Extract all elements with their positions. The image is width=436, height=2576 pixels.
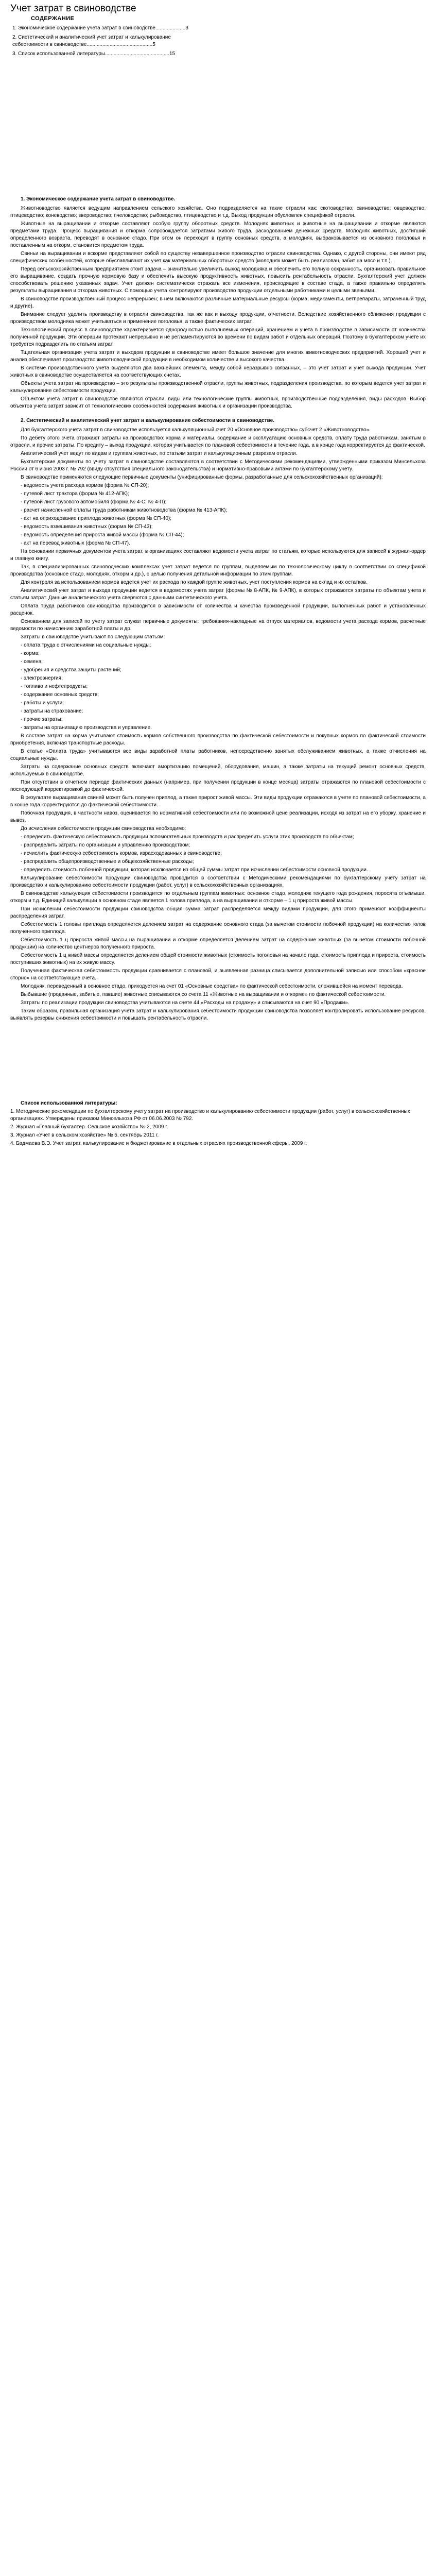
- list-item: - ведомость определения прироста живой массы (форма № СП-44);: [21, 532, 184, 538]
- paragraph: - определить фактическую себестоимость продукции вспомогательных производств и распределить услуги этих производств по объектам;: [21, 834, 354, 840]
- paragraph: При отсутствии в отчетном периоде фактических данных (например, при получении продукции в конце месяца) затраты отражаются по плановой себестоимости с последующей корректировкой до фактической.: [10, 779, 426, 792]
- list-item: - топливо и нефтепродукты;: [21, 684, 88, 689]
- paragraph: - исчислить фактическую себестоимость кормов, израсходованных в свиноводстве;: [21, 851, 222, 856]
- paragraph: Для контроля за использованием кормов ведется учет их расхода по каждой группе животных, учет поступления кормов на склад и их остатков.: [21, 580, 368, 585]
- paragraph: Объектом учета затрат в свиноводстве являются отрасли, виды или технологические группы животных, производственные подразделения, виды расходов. Выбор объектов учета затрат зависит от технологических особенностей содержания животных и организации производства.: [10, 396, 426, 409]
- paragraph: В статье «Оплата труда» учитываются все виды заработной платы работников, непосредственно занятых обслуживанием животных, а также отчисления на социальные нужды.: [10, 749, 426, 761]
- list-item: - прочие затраты;: [21, 717, 63, 722]
- section-2-heading: 2. Систетический и аналитический учет затрат и калькулирование себестоимости в свиноводстве.: [21, 418, 274, 423]
- list-item: - оплата труда с отчислениями на социальные нужды;: [21, 642, 151, 648]
- toc-item-2[interactable]: 2. Систетический и аналитический учет затрат и калькулирование себестоимости в свиноводстве..............................................5: [12, 35, 171, 47]
- paragraph: Технологический процесс в свиноводстве характеризуется однородностью выполняемых операций, хранением и учета в производстве в зависимости от количества полученной продукции. Эти операции протекают непрерывно и не регламентируются во времени по видам работ и отдельных операций. Поэтому в бухгалтерском учете их требуется подразделить по статьям затрат.: [10, 327, 426, 347]
- paragraph: В свиноводстве калькуляция себестоимости производится по отдельным группам животных: основное стадо, молодняк текущего года рождения, поросята отъемыши, откорм и т.д. Единицей калькуляции в основном стаде является 1 голова приплода, а на выращивании и откорме – 1 ц прироста живой массы.: [10, 891, 426, 904]
- list-item: - корма;: [21, 651, 40, 656]
- paragraph: Затраты по реализации продукции свиноводства учитываются на счете 44 «Расходы на продажу» и списываются на счет 90 «Продажи».: [21, 1000, 350, 1006]
- paragraph: При исчислении себестоимости продукции свиноводства общая сумма затрат распределяется между видами продукции, для этого применяют коэффициенты распределения затрат.: [10, 906, 426, 919]
- paragraph: - распределить затраты по организации и управлению производством;: [21, 842, 190, 848]
- table-of-contents: [10, 25, 426, 58]
- paragraph: По дебету этого счета отражают затраты на производство: корма и материалы, содержание и эксплуатацию основных средств, оплату труда работникам, занятым в отрасли, и прочие затраты. По кредиту – выход продукции, которая учитывается по плановой себестоимости в течение года, а в конце года корректируется до фактической.: [10, 435, 426, 448]
- paragraph: На основании первичных документов учета затрат, в организациях составляют ведомости учета затрат по статьям, которые используются для записей в журнал-ордер и главную книгу.: [10, 549, 426, 562]
- paragraph: Себестоимость 1 ц прироста живой массы на выращивании и откорме определяется делением затрат на содержание животных (за вычетом стоимости побочной продукции) на количество центнеров полученного прироста.: [10, 937, 426, 950]
- paragraph: Животноводство является ведущим направлением сельского хозяйства. Оно подразделяется на такие отрасли как: скотоводство; свиноводство; овцеводство; птицеводство; коневодство; звероводство; пчеловодство; рыбоводство, птицеводство и т.д. Выход продукции обусловлен спецификой отрасли.: [10, 206, 426, 218]
- paragraph: До исчисления себестоимости продукции свиноводства необходимо:: [21, 826, 186, 832]
- reference-item: 3. Журнал «Учет в сельском хозяйстве» № 5, сентябрь 2011 г.: [10, 1132, 159, 1138]
- paragraph: Затраты в свиноводстве учитывают по следующим статьям:: [21, 634, 165, 640]
- paragraph: Выбывшие (проданные, забитые, павшие) животные списываются со счета 11 «Животные на выращивании и откорме» по фактической себестоимости.: [21, 992, 386, 997]
- paragraph: Перед сельскохозяйственным предприятием стоит задача – значительно увеличить выход молодняка и обеспечить его полную сохранность, организовать правильное его выращивание, создать прочную кормовую базу и обеспечить высокую продуктивность животных, повысить рентабельность отрасли. Бухгалтерский учет должен способствовать решению указанных задач. Учет должен систематически отражать все изменения, происходящие в составе стада, а также правильно определять результаты выращивания и откорма животных. С помощью учета контролируют производство продукции отдельными работниками и целыми звеньями.: [10, 266, 426, 294]
- list-item: - затраты на организацию производства и управление.: [21, 725, 152, 731]
- reference-item: 2. Журнал «Главный бухгалтер. Сельское хозяйство» № 2, 2009 г.: [10, 1124, 168, 1130]
- paragraph: - распределить общепроизводственные и общехозяйственные расходы;: [21, 859, 194, 865]
- list-item: - акт на перевод животных (форма № СП-47).: [21, 540, 130, 546]
- list-item: - семена;: [21, 659, 43, 665]
- paragraph: В свиноводстве производственный процесс непрерывен; в нем включаются различные материальные ресурсы (корма, медикаменты, ветпрепараты, затраченный труд и другие).: [10, 296, 426, 309]
- section-2-body: [10, 427, 426, 1022]
- list-item: - удобрения и средства защиты растений;: [21, 667, 121, 673]
- toc-heading: СОДЕРЖАНИЕ: [31, 15, 75, 22]
- page-break-gap: [10, 1023, 426, 1100]
- paragraph: Аналитический учет ведут по видам и группам животных, по статьям затрат и калькуляционным разрезам отрасли.: [21, 451, 298, 456]
- paragraph: Себестоимость 1 головы приплода определяется делением затрат на содержание основного стада (за вычетом стоимости побочной продукции) на количество голов полученного приплода.: [10, 922, 426, 935]
- list-item: - путевой лист трактора (форма № 412-АПК);: [21, 491, 129, 497]
- cost-items-list: [10, 642, 426, 732]
- paragraph: Тщательная организация учета затрат и выходом продукции в свиноводстве имеет большое значение для многих животноводческих предприятий. Хороший учет и анализ обеспечивает производство животноводческой продукции в необходимом количестве и высокого качества.: [10, 350, 426, 363]
- list-item: - электроэнергия;: [21, 675, 63, 681]
- list-item: - затраты на страхование;: [21, 708, 83, 714]
- paragraph: Основанием для записей по учету затрат служат первичные документы: требования-накладные на отпуск материалов, ведомости учета расхода кормов, расчетные ведомости по начислению заработной платы и др.: [10, 619, 426, 632]
- paragraph: Оплата труда работников свиноводства производится в зависимости от количества и качества произведенной продукции, выполненных работ и установленных расценок.: [10, 603, 426, 616]
- paragraph: Бухгалтерские документы по учету затрат в свиноводстве составляются в соответствии с Методическими рекомендациями, утвержденными приказом Минсельхоза России от 6 июня 2003 г. № 792 (ввиду отсутствия специального законодательства) и нормативно-правовыми актами по бухгалтерскому учету.: [10, 459, 426, 472]
- paragraph: В свиноводстве применяются следующие первичные документы (унифицированные формы, разработанные для сельскохозяйственных организаций):: [21, 474, 383, 480]
- list-item: - акт на оприходование приплода животных (форма № СП-40);: [21, 516, 172, 521]
- list-item: - содержание основных средств;: [21, 692, 99, 698]
- paragraph: Для бухгалтерского учета затрат в свиноводстве используется калькуляционный счет 20 «Основное производство» субсчет 2 «Животноводство».: [21, 427, 371, 433]
- list-item: - ведомость взвешивания животных (форма № СП-43);: [21, 524, 153, 530]
- paragraph: Полученная фактическая себестоимость продукции сравнивается с плановой, и выявленная разница списывается дополнительной записью или способом «красное сторно» на соответствующие счета.: [10, 968, 426, 981]
- list-item: - ведомость учета расхода кормов (форма № СП-20);: [21, 483, 149, 488]
- document-title: Учет затрат в свиноводстве: [10, 3, 136, 14]
- reference-item: 4. Бадмаева В.Э. Учет затрат, калькулирование и бюджетирование в отдельных отраслях производственной сферы, 2009 г.: [10, 1141, 307, 1146]
- list-item: - работы и услуги;: [21, 700, 64, 706]
- paragraph: Свиньи на выращивании и вскорме представляют собой по существу незавершенное производство отрасли свиноводства. Однако, с другой стороны, они имеют ряд специфических особенностей, которые обуславливают их учет как материальных оборотных средств (молодняк может быть реализован, забит на мясо и т.п.).: [10, 251, 426, 264]
- paragraph: Аналитический учет затрат и выхода продукции ведется в ведомостях учета затрат (формы № 8-АПК, № 9-АПК), в которых отражаются затраты по объектам учета и статьям затрат. Данные аналитического учета сверяются с данными синтетического учета.: [10, 588, 426, 601]
- reference-item: 1. Методические рекомендации по бухгалтерскому учету затрат на производство и калькулированию себестоимости продукции (работ, услуг) в сельскохозяйственных организациях. Утверждены приказом Минсельхоза РФ от 06.06.2003 № 792.: [10, 1109, 410, 1122]
- page-break-gap: [10, 60, 426, 189]
- paragraph: Молодняк, переведенный в основное стадо, приходуется на счет 01 «Основные средства» по фактической себестоимости, сложившейся на момент перевода.: [21, 984, 403, 989]
- paragraph: Себестоимость 1 ц живой массы определяется делением общей стоимости животных (стоимость поголовья на начало года, стоимость приплода и прироста, стоимость поступивших животных) на их живую массу.: [10, 953, 426, 965]
- paragraph: - определить стоимость побочной продукции, которая исключается из общей суммы затрат при исчислении себестоимости основной продукции.: [21, 867, 368, 873]
- list-item: - путевой лист грузового автомобиля (форма № 4-С, № 4-П);: [21, 499, 167, 505]
- references-heading: Список использованной литературы:: [21, 1100, 117, 1106]
- paragraph: В системе производственного учета выделяются два важнейших элемента, между собой неразрывно связанных, – это учет затрат и учет выхода продукции. Учет животных в свиноводстве осуществляется на соответствующих счетах.: [10, 365, 426, 378]
- paragraph: Таким образом, правильная организация учета затрат и калькулирования себестоимости продукции свиноводства позволяет контролировать использование ресурсов, выявлять резервы снижения себестоимости и повышать рентабельность отрасли.: [10, 1008, 426, 1021]
- toc-item-3[interactable]: 3. Список использованной литературы.............................................15: [12, 51, 176, 57]
- list-item: - расчет начисленной оплаты труда работникам животноводства (форма № 413-АПК);: [21, 507, 228, 513]
- paragraph: Объекты учета затрат на производство – это результаты производственной отрасли, группы животных, подразделения производства, по которым ведется учет затрат и калькулирование себестоимости продукции.: [10, 381, 426, 394]
- section-1-heading: 1. Экономическое содержание учета затрат в свиноводстве.: [21, 196, 176, 202]
- section-1-body: [10, 205, 426, 410]
- document-list: [10, 482, 426, 547]
- paragraph: Так, в специализированных свиноводческих комплексах учет затрат ведется по группам, выделяемым по технологическому циклу в соответствии со спецификой производства (основное стадо, молодняк, откорм и др.), с целью получения детальной информации по этим группам.: [10, 564, 426, 577]
- paragraph: Калькулирование себестоимости продукции свиноводства проводится в соответствии с Методическими рекомендациями по бухгалтерскому учету затрат на производство и калькулированию себестоимости продукции (работ, услуг) в сельскохозяйственных организациях.: [10, 875, 426, 888]
- paragraph: Внимание следует уделить производству в отрасли свиноводства, так же как и выходу продукции, отчетности. Вследствие хозяйственного сближения продукции с производством молодняка может учитываться и применение поголовья, а также фактических затрат.: [10, 312, 426, 325]
- paragraph: Затраты на содержание основных средств включают амортизацию помещений, оборудования, машин, а также затраты на текущий ремонт основных средств, используемых в свиноводстве.: [10, 764, 426, 777]
- paragraph: В результате выращивания свиней может быть получен приплод, а также прирост живой массы. Эти виды продукции отражаются в учете по плановой себестоимости, а в конце года корректируются до фактической себестоимости.: [10, 795, 426, 808]
- paragraph: Побочная продукция, в частности навоз, оценивается по нормативной себестоимости или по возможной цене реализации, исходя из затрат на его уборку, хранение и вывоз.: [10, 810, 426, 823]
- toc-item-1[interactable]: 1. Экономическое содержание учета затрат в свиноводстве.....................3: [12, 25, 188, 31]
- references-list: [10, 1108, 426, 1147]
- paragraph: В составе затрат на корма учитывают стоимость кормов собственного производства по фактической себестоимости и покупных кормов по фактической стоимости приобретения, включая транспортные расходы.: [10, 733, 426, 746]
- paragraph: Животные на выращивании и откорме составляют особую группу оборотных средств. Молодняк животных и животные на выращивании и откорме являются предметами труда. Процесс выращивания и откорма сопровождается затратами живого труда, расходованием денежных средств. Молодняк животных, достигший определенного возраста, переводят в основное стадо. При этом он переходит в группу основных средств, а молодняк, выбраковывается из основного поголовья и поставленным на откорм, становится предметом труда.: [10, 221, 426, 248]
